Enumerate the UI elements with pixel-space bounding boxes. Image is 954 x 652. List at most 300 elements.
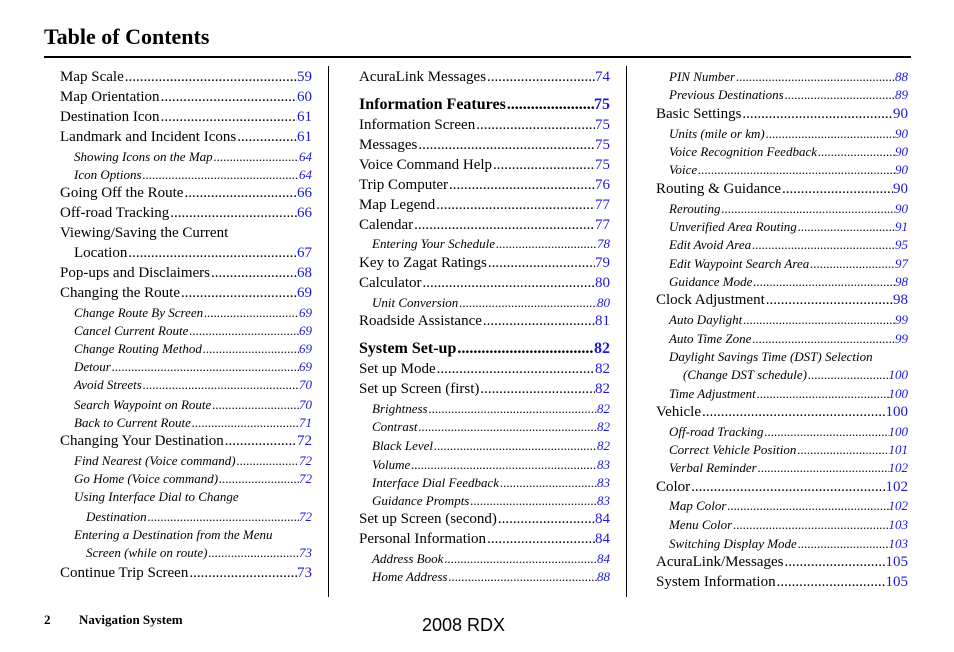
toc-entry[interactable] xyxy=(60,566,312,581)
entry-title: Basic Settings xyxy=(656,106,742,122)
entry-title: Avoid Streets xyxy=(74,377,142,392)
toc-subentry[interactable] xyxy=(372,439,610,452)
dot-leader xyxy=(225,434,297,449)
toc-subentry[interactable] xyxy=(669,443,908,456)
entry-title: Entering Your Schedule xyxy=(372,236,496,251)
dot-leader xyxy=(784,555,885,570)
toc-entry-continuation[interactable] xyxy=(86,510,312,523)
toc-section-entry[interactable] xyxy=(359,341,610,357)
entry-page-number[interactable]: 83 xyxy=(597,475,610,490)
toc-entry[interactable] xyxy=(359,198,610,213)
entry-page-number[interactable]: 97 xyxy=(895,256,908,271)
dot-leader xyxy=(414,218,595,233)
column-divider xyxy=(328,66,329,597)
entry-title: System Information xyxy=(656,574,776,590)
toc-entry[interactable] xyxy=(359,178,610,193)
entry-title: Set up Screen (first) xyxy=(359,381,480,397)
dot-leader xyxy=(125,70,297,85)
dot-leader xyxy=(498,512,595,527)
toc-entry[interactable] xyxy=(359,362,610,377)
toc-subentry[interactable] xyxy=(669,387,908,400)
entry-title: Edit Avoid Area xyxy=(669,237,752,252)
dot-leader xyxy=(798,537,889,550)
dot-leader xyxy=(192,416,299,429)
entry-title: Voice Command Help xyxy=(359,157,493,173)
toc-subentry[interactable]: Using Interface Dial to Change xyxy=(74,489,239,504)
dot-leader xyxy=(436,198,595,213)
entry-page-number[interactable]: 100 xyxy=(888,386,908,401)
toc-entry-continuation[interactable] xyxy=(86,546,312,559)
dot-leader xyxy=(208,546,299,559)
entry-page-number[interactable]: 81 xyxy=(595,313,610,329)
entry-title: Cancel Current Route xyxy=(74,323,189,338)
entry-page-number[interactable]: 69 xyxy=(299,305,312,320)
toc-entry[interactable] xyxy=(60,206,312,221)
toc-subentry[interactable] xyxy=(669,332,908,345)
dot-leader xyxy=(702,405,886,420)
dot-leader xyxy=(457,341,594,357)
toc-subentry[interactable] xyxy=(669,88,908,101)
entry-page-number[interactable]: 59 xyxy=(297,69,312,85)
entry-title: Contrast xyxy=(372,419,418,434)
entry-title: AcuraLink/Messages xyxy=(656,554,784,570)
entry-page-number[interactable]: 100 xyxy=(888,424,908,439)
entry-title: Showing Icons on the Map xyxy=(74,149,213,164)
entry-page-number[interactable]: 69 xyxy=(299,323,312,338)
dot-leader xyxy=(798,220,895,233)
toc-subentry[interactable] xyxy=(669,313,908,326)
entry-page-number[interactable]: 84 xyxy=(597,551,610,566)
toc-entry[interactable] xyxy=(60,90,312,105)
entry-title: Set up Mode xyxy=(359,361,436,377)
dot-leader xyxy=(758,461,889,474)
dot-leader xyxy=(459,296,597,309)
entry-title: (Change DST schedule) xyxy=(683,367,807,382)
entry-page-number[interactable]: 69 xyxy=(299,341,312,356)
toc-subentry[interactable]: Daylight Savings Time (DST) Selection xyxy=(669,349,873,364)
entry-page-number[interactable]: 67 xyxy=(297,245,312,261)
entry-title: Personal Information xyxy=(359,531,487,547)
entry-page-number[interactable]: 88 xyxy=(895,69,908,84)
footer-model: 2008 RDX xyxy=(422,615,506,635)
entry-page-number[interactable]: 102 xyxy=(888,498,908,513)
entry-page-number[interactable]: 64 xyxy=(299,167,312,182)
toc-section-entry[interactable] xyxy=(359,97,610,113)
toc-subentry[interactable] xyxy=(74,342,312,355)
entry-title: Landmark and Incident Icons xyxy=(60,129,237,145)
toc-entry[interactable] xyxy=(60,186,312,201)
entry-page-number[interactable]: 102 xyxy=(888,460,908,475)
toc-subentry[interactable] xyxy=(669,202,908,215)
entry-page-number[interactable]: 78 xyxy=(597,236,610,251)
dot-leader xyxy=(419,420,597,433)
column-divider xyxy=(626,66,627,597)
entry-title: Off-road Tracking xyxy=(60,205,170,221)
toc-subentry[interactable] xyxy=(74,360,312,373)
dot-leader xyxy=(181,286,297,301)
entry-title: Volume xyxy=(372,457,411,472)
entry-page-number[interactable]: 66 xyxy=(297,205,312,221)
entry-title: Guidance Prompts xyxy=(372,493,470,508)
dot-leader xyxy=(219,472,299,485)
toc-entry[interactable] xyxy=(359,276,610,291)
entry-title: Unverified Area Routing xyxy=(669,219,797,234)
toc-subentry[interactable] xyxy=(74,454,312,467)
entry-page-number[interactable]: 103 xyxy=(888,517,908,532)
entry-page-number[interactable]: 89 xyxy=(895,87,908,102)
entry-title: Units (mile or km) xyxy=(669,126,765,141)
toc-subentry[interactable] xyxy=(74,416,312,429)
toc-subentry[interactable] xyxy=(669,220,908,233)
entry-page-number[interactable]: 82 xyxy=(595,361,610,377)
toc-subentry[interactable] xyxy=(669,127,908,140)
dot-leader xyxy=(488,256,595,271)
entry-title: Messages xyxy=(359,137,418,153)
entry-title: Go Home (Voice command) xyxy=(74,471,219,486)
entry-title: Information Features xyxy=(359,96,506,113)
toc-subentry[interactable] xyxy=(669,70,908,83)
dot-leader xyxy=(212,398,299,411)
toc-subentry[interactable] xyxy=(669,163,908,176)
entry-page-number[interactable]: 100 xyxy=(888,367,908,382)
entry-page-number[interactable]: 79 xyxy=(595,255,610,271)
entry-page-number[interactable]: 72 xyxy=(299,453,312,468)
entry-title: Address Book xyxy=(372,551,444,566)
toc-entry[interactable] xyxy=(60,130,312,145)
entry-page-number[interactable]: 82 xyxy=(594,340,610,357)
entry-page-number[interactable]: 66 xyxy=(297,185,312,201)
toc-entry[interactable] xyxy=(359,382,610,397)
dot-leader xyxy=(777,575,886,590)
dot-leader xyxy=(449,178,595,193)
entry-title: Location xyxy=(74,245,128,261)
dot-leader xyxy=(782,182,893,197)
toc-entry-continuation[interactable] xyxy=(74,246,312,261)
entry-page-number[interactable]: 90 xyxy=(895,201,908,216)
toc-entry[interactable] xyxy=(359,314,610,329)
entry-page-number[interactable]: 72 xyxy=(299,509,312,524)
entry-title: AcuraLink Messages xyxy=(359,69,487,85)
entry-page-number[interactable]: 60 xyxy=(297,89,312,105)
dot-leader xyxy=(429,402,597,415)
entry-page-number[interactable]: 73 xyxy=(297,565,312,581)
entry-title: Rerouting xyxy=(669,201,721,216)
toc-subentry[interactable] xyxy=(669,518,908,531)
entry-title: Voice Recognition Feedback xyxy=(669,144,817,159)
entry-page-number[interactable]: 90 xyxy=(895,126,908,141)
entry-title: Unit Conversion xyxy=(372,295,459,310)
entry-page-number[interactable]: 83 xyxy=(597,493,610,508)
toc-subentry[interactable] xyxy=(74,378,312,391)
entry-page-number[interactable]: 80 xyxy=(595,275,610,291)
entry-page-number[interactable]: 75 xyxy=(595,137,610,153)
toc-subentry[interactable] xyxy=(372,458,610,471)
toc-subentry[interactable] xyxy=(372,494,610,507)
toc-entry[interactable] xyxy=(60,70,312,85)
toc-entry[interactable] xyxy=(60,110,312,125)
entry-title: Roadside Assistance xyxy=(359,313,482,329)
toc-subentry[interactable] xyxy=(669,461,908,474)
entry-page-number[interactable]: 84 xyxy=(595,511,610,527)
entry-page-number[interactable]: 68 xyxy=(297,265,312,281)
toc-subentry[interactable] xyxy=(669,145,908,158)
toc-entry[interactable] xyxy=(656,405,908,420)
dot-leader xyxy=(496,237,597,250)
dot-leader xyxy=(237,454,299,467)
dot-leader xyxy=(765,425,889,438)
entry-title: Changing the Route xyxy=(60,285,180,301)
entry-title: Screen (while on route) xyxy=(86,545,208,560)
entry-title: Map Orientation xyxy=(60,89,160,105)
dot-leader xyxy=(743,313,895,326)
entry-page-number[interactable]: 98 xyxy=(893,292,908,308)
entry-title: Destination xyxy=(86,509,147,524)
toc-subentry[interactable] xyxy=(74,150,312,163)
dot-leader xyxy=(128,246,297,261)
entry-page-number[interactable]: 75 xyxy=(595,157,610,173)
toc-entry[interactable] xyxy=(60,434,312,449)
entry-page-number[interactable]: 71 xyxy=(299,415,312,430)
entry-page-number[interactable]: 82 xyxy=(597,438,610,453)
dot-leader xyxy=(422,276,595,291)
dot-leader xyxy=(143,168,299,181)
dot-leader xyxy=(766,127,895,140)
entry-title: Menu Color xyxy=(669,517,733,532)
dot-leader xyxy=(797,443,888,456)
dot-leader xyxy=(434,439,597,452)
dot-leader xyxy=(170,206,297,221)
entry-page-number[interactable]: 64 xyxy=(299,149,312,164)
dot-leader xyxy=(727,499,888,512)
entry-title: Black Level xyxy=(372,438,433,453)
toc-entry[interactable] xyxy=(656,575,908,590)
entry-page-number[interactable]: 77 xyxy=(595,217,610,233)
footer-page-number: 2 xyxy=(44,612,51,627)
entry-title: Verbal Reminder xyxy=(669,460,757,475)
toc-entry[interactable] xyxy=(359,70,610,85)
dot-leader xyxy=(189,324,299,337)
entry-page-number[interactable]: 72 xyxy=(297,433,312,449)
dot-leader xyxy=(189,566,297,581)
entry-page-number[interactable]: 90 xyxy=(893,181,908,197)
entry-page-number[interactable]: 99 xyxy=(895,331,908,346)
toc-subentry[interactable] xyxy=(372,296,610,309)
toc-entry[interactable] xyxy=(656,107,908,122)
entry-title: Auto Daylight xyxy=(669,312,743,327)
dot-leader xyxy=(736,70,895,83)
toc-entry-continuation[interactable] xyxy=(683,368,908,381)
dot-leader xyxy=(237,130,297,145)
entry-title: Going Off the Route xyxy=(60,185,184,201)
entry-title: Pop-ups and Disclaimers xyxy=(60,265,210,281)
entry-page-number[interactable]: 88 xyxy=(597,569,610,584)
dot-leader xyxy=(143,378,299,391)
entry-page-number[interactable]: 76 xyxy=(595,177,610,193)
toc-subentry[interactable] xyxy=(372,552,610,565)
entry-title: Routing & Guidance xyxy=(656,181,781,197)
toc-subentry[interactable] xyxy=(74,472,312,485)
entry-page-number[interactable]: 73 xyxy=(299,545,312,560)
dot-leader xyxy=(733,518,888,531)
title-rule xyxy=(44,56,911,58)
entry-page-number[interactable]: 77 xyxy=(595,197,610,213)
entry-title: Map Legend xyxy=(359,197,436,213)
entry-title: Switching Display Mode xyxy=(669,536,797,551)
dot-leader xyxy=(112,360,299,373)
dot-leader xyxy=(476,118,595,133)
dot-leader xyxy=(161,110,297,125)
dot-leader xyxy=(691,480,885,495)
entry-title: Detour xyxy=(74,359,111,374)
dot-leader xyxy=(204,306,299,319)
dot-leader xyxy=(480,382,595,397)
dot-leader xyxy=(184,186,297,201)
entry-title: Change Route By Screen xyxy=(74,305,204,320)
entry-page-number[interactable]: 98 xyxy=(895,274,908,289)
toc-subentry[interactable] xyxy=(74,398,312,411)
toc-entry[interactable] xyxy=(359,532,610,547)
toc-entry[interactable] xyxy=(359,256,610,271)
toc-entry[interactable] xyxy=(60,266,312,281)
dot-leader xyxy=(766,293,893,308)
entry-page-number[interactable]: 75 xyxy=(595,117,610,133)
dot-leader xyxy=(753,275,895,288)
entry-page-number[interactable]: 74 xyxy=(595,69,610,85)
entry-page-number[interactable]: 83 xyxy=(597,457,610,472)
dot-leader xyxy=(483,314,595,329)
entry-title: Search Waypoint on Route xyxy=(74,397,212,412)
dot-leader xyxy=(161,90,297,105)
entry-page-number[interactable]: 80 xyxy=(597,295,610,310)
toc-subentry[interactable] xyxy=(372,237,610,250)
entry-title: Voice xyxy=(669,162,698,177)
entry-page-number[interactable]: 99 xyxy=(895,312,908,327)
entry-title: Guidance Mode xyxy=(669,274,753,289)
dot-leader xyxy=(698,163,895,176)
toc-entry[interactable]: Viewing/Saving the Current xyxy=(60,225,229,241)
entry-title: Changing Your Destination xyxy=(60,433,224,449)
entry-title: System Set-up xyxy=(359,340,457,357)
entry-page-number[interactable]: 95 xyxy=(895,237,908,252)
entry-title: Find Nearest (Voice command) xyxy=(74,453,236,468)
entry-page-number[interactable]: 90 xyxy=(895,162,908,177)
toc-entry[interactable] xyxy=(359,138,610,153)
entry-page-number[interactable]: 100 xyxy=(885,404,908,420)
dot-leader xyxy=(493,158,595,173)
entry-page-number[interactable]: 102 xyxy=(885,479,908,495)
toc-subentry[interactable] xyxy=(669,425,908,438)
toc-entry[interactable] xyxy=(656,480,908,495)
entry-page-number[interactable]: 84 xyxy=(595,531,610,547)
entry-title: Set up Screen (second) xyxy=(359,511,497,527)
dot-leader xyxy=(722,202,895,215)
toc-subentry[interactable] xyxy=(669,238,908,251)
entry-page-number[interactable]: 70 xyxy=(299,397,312,412)
dot-leader xyxy=(818,145,895,158)
entry-page-number[interactable]: 69 xyxy=(299,359,312,374)
entry-title: Continue Trip Screen xyxy=(60,565,189,581)
dot-leader xyxy=(810,257,895,270)
entry-page-number[interactable]: 91 xyxy=(895,219,908,234)
toc-entry[interactable] xyxy=(359,118,610,133)
toc-entry[interactable] xyxy=(359,158,610,173)
entry-page-number[interactable]: 105 xyxy=(885,574,908,590)
dot-leader xyxy=(211,266,297,281)
toc-subentry[interactable] xyxy=(74,306,312,319)
entry-title: Calculator xyxy=(359,275,422,291)
entry-page-number[interactable]: 61 xyxy=(297,129,312,145)
entry-title: Auto Time Zone xyxy=(669,331,752,346)
toc-entry[interactable] xyxy=(359,512,610,527)
entry-page-number[interactable]: 103 xyxy=(888,536,908,551)
entry-page-number[interactable]: 75 xyxy=(594,96,610,113)
dot-leader xyxy=(448,570,597,583)
toc-subentry[interactable] xyxy=(74,168,312,181)
entry-title: Destination Icon xyxy=(60,109,160,125)
entry-page-number[interactable]: 90 xyxy=(893,106,908,122)
toc-entry[interactable] xyxy=(656,293,908,308)
toc-subentry[interactable] xyxy=(372,570,610,583)
dot-leader xyxy=(507,97,594,113)
entry-title: Map Color xyxy=(669,498,727,513)
entry-page-number[interactable]: 61 xyxy=(297,109,312,125)
dot-leader xyxy=(444,552,597,565)
dot-leader xyxy=(752,332,895,345)
entry-title: Previous Destinations xyxy=(669,87,784,102)
toc-subentry[interactable] xyxy=(669,257,908,270)
toc-entry[interactable] xyxy=(656,182,908,197)
entry-title: Clock Adjustment xyxy=(656,292,765,308)
dot-leader xyxy=(742,107,893,122)
dot-leader xyxy=(487,532,595,547)
dot-leader xyxy=(437,362,595,377)
toc-entry[interactable] xyxy=(656,555,908,570)
dot-leader xyxy=(808,368,889,381)
entry-page-number[interactable]: 82 xyxy=(595,381,610,397)
entry-page-number[interactable]: 101 xyxy=(888,442,908,457)
entry-page-number[interactable]: 69 xyxy=(297,285,312,301)
entry-title: Calendar xyxy=(359,217,414,233)
toc-entry[interactable] xyxy=(359,218,610,233)
entry-page-number[interactable]: 90 xyxy=(895,144,908,159)
entry-title: Information Screen xyxy=(359,117,476,133)
entry-title: Map Scale xyxy=(60,69,124,85)
toc-subentry[interactable] xyxy=(372,402,610,415)
toc-subentry[interactable] xyxy=(74,324,312,337)
page-title: Table of Contents xyxy=(44,24,210,49)
toc-subentry[interactable]: Entering a Destination from the Menu xyxy=(74,527,273,542)
toc-subentry[interactable] xyxy=(372,476,610,489)
entry-title: Time Adjustment xyxy=(669,386,756,401)
entry-title: Brightness xyxy=(372,401,428,416)
entry-page-number[interactable]: 72 xyxy=(299,471,312,486)
toc-subentry[interactable] xyxy=(669,499,908,512)
entry-page-number[interactable]: 70 xyxy=(299,377,312,392)
toc-subentry[interactable] xyxy=(669,275,908,288)
toc-subentry[interactable] xyxy=(669,537,908,550)
entry-page-number[interactable]: 82 xyxy=(597,401,610,416)
entry-title: Color xyxy=(656,479,691,495)
toc-subentry[interactable] xyxy=(372,420,610,433)
dot-leader xyxy=(411,458,597,471)
entry-page-number[interactable]: 105 xyxy=(885,554,908,570)
entry-page-number[interactable]: 82 xyxy=(597,419,610,434)
dot-leader xyxy=(418,138,595,153)
entry-title: Back to Current Route xyxy=(74,415,191,430)
dot-leader xyxy=(757,387,889,400)
toc-entry[interactable] xyxy=(60,286,312,301)
entry-title: Edit Waypoint Search Area xyxy=(669,256,810,271)
